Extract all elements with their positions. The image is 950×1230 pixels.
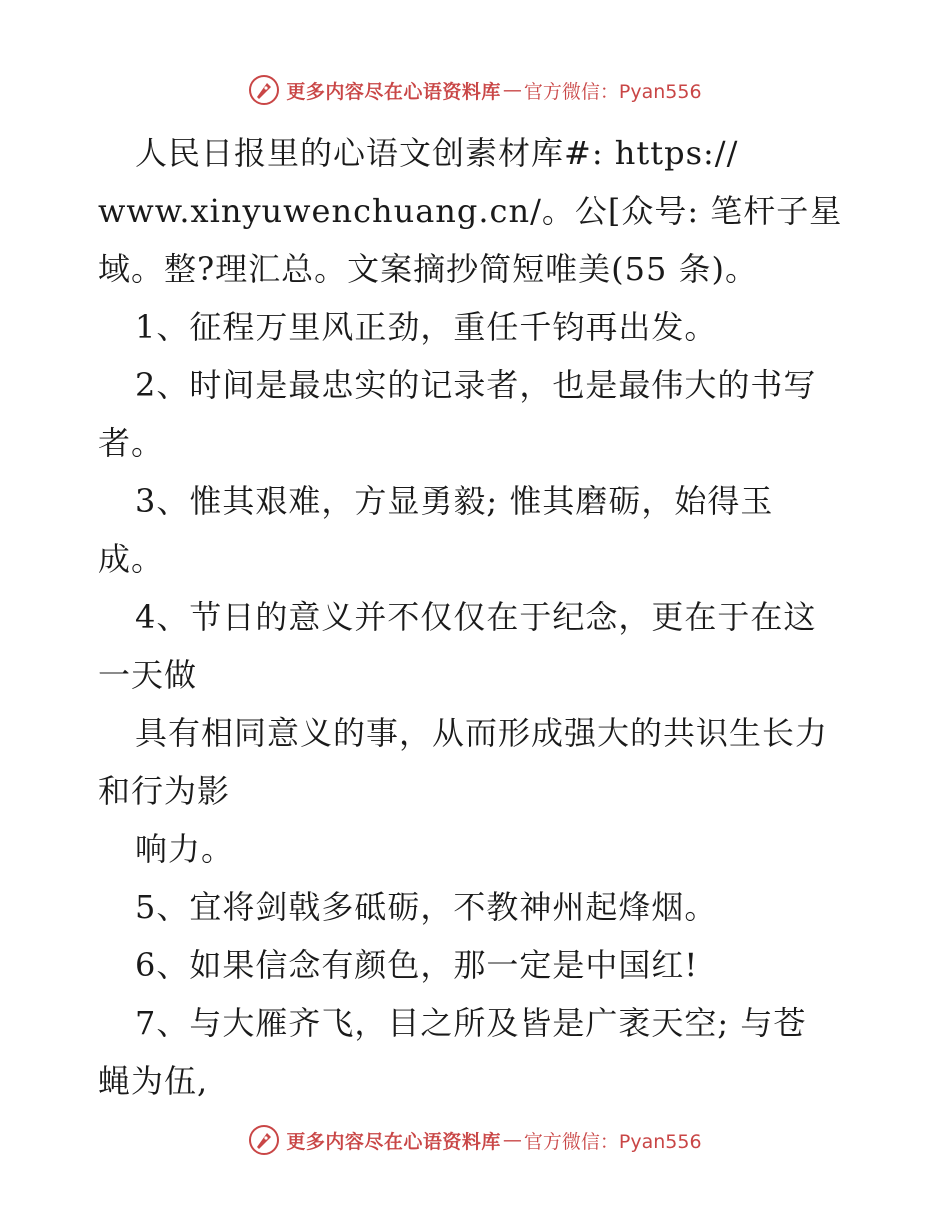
- text-line: 2、时间是最忠实的记录者，也是最伟大的书写: [135, 366, 817, 404]
- header-brand-text: 更多内容尽在心语资料库: [286, 80, 501, 103]
- text-line: 具有相同意义的事，从而形成强大的共识生长力: [135, 714, 829, 752]
- text-line: 7、与大雁齐飞，目之所及皆是广袤天空; 与苍: [135, 1004, 807, 1042]
- text-line: 5、宜将剑戟多砥砺，不教神州起烽烟。: [135, 888, 718, 926]
- header-separator: —: [502, 79, 522, 101]
- footer-separator: —: [502, 1129, 522, 1151]
- pen-nib-icon: [248, 1124, 280, 1156]
- text-line: 6、如果信念有颜色，那一定是中国红!: [135, 946, 699, 984]
- text-line: 4、节日的意义并不仅仅在于纪念，更在于在这: [135, 598, 817, 636]
- text-line: www.xinyuwenchuang.cn/。公[众号: 笔杆子星: [98, 192, 843, 230]
- text-line: 成。: [98, 540, 165, 578]
- text-line: 者。: [98, 424, 165, 462]
- header-banner: [0, 70, 950, 110]
- text-line: 域。整?理汇总。文案摘抄简短唯美(55 条)。: [98, 250, 759, 288]
- header-contact-text: 官方微信：Pyan556: [523, 80, 702, 103]
- text-line: 和行为影: [98, 772, 231, 810]
- footer-banner: [0, 1120, 950, 1160]
- footer-contact-text: 官方微信：Pyan556: [523, 1130, 702, 1153]
- document-body: [98, 124, 868, 1110]
- text-line: 响力。: [135, 830, 235, 868]
- text-line: 人民日报里的心语文创素材库#: https://: [135, 134, 739, 172]
- text-line: 蝇为伍,: [98, 1062, 209, 1100]
- text-line: 一天做: [98, 656, 198, 694]
- pen-nib-icon: [248, 74, 280, 106]
- footer-brand-text: 更多内容尽在心语资料库: [286, 1130, 501, 1153]
- text-line: 1、征程万里风正劲，重任千钧再出发。: [135, 308, 718, 346]
- text-line: 3、惟其艰难，方显勇毅; 惟其磨砺，始得玉: [135, 482, 774, 520]
